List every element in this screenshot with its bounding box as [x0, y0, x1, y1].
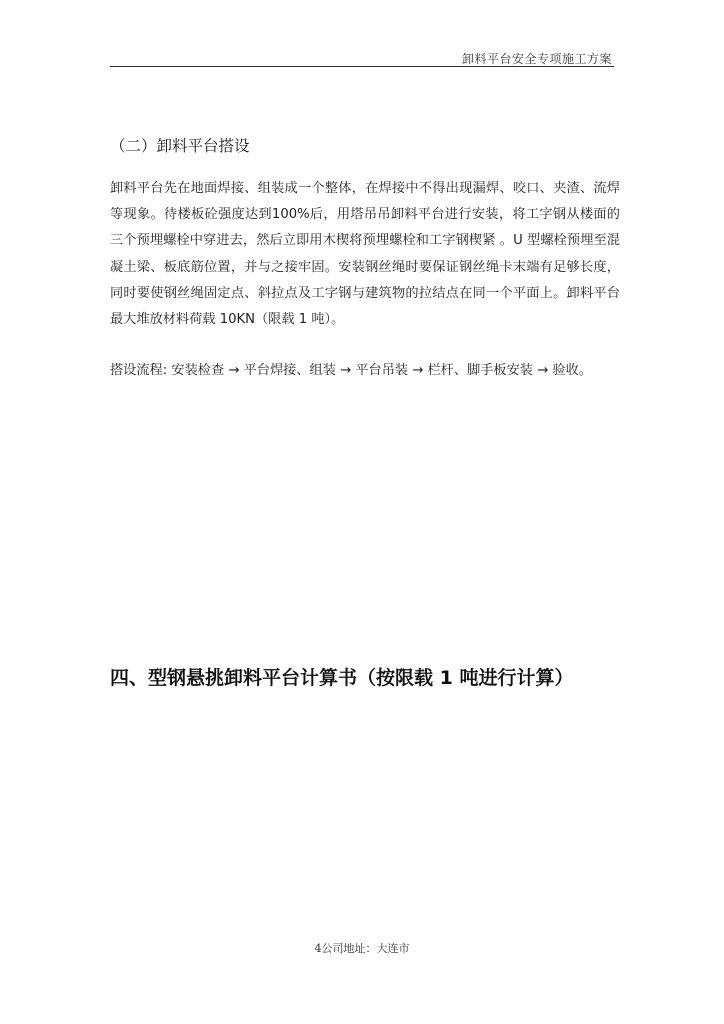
header-divider: [110, 66, 614, 67]
page-footer: 4公司地址：大连市: [314, 942, 410, 955]
body-paragraph: 卸料平台先在地面焊接、组装成一个整体，在焊接中不得出现漏焊、咬口、夹渣、流焊等现象。待楼板砼强度达到100%后，用塔吊吊卸料平台进行安装，将工字钢从楼面的三个预埋螺栓中穿进去，然后立即用木楔将预埋螺栓和工字钢楔紧 。U 型螺栓预埋至混凝土梁、板底筋位置，并与之接牢固。安装钢丝绳时要保证钢丝绳卡末端有足够长度，同时要使钢丝绳固定点、斜拉点及工字钢与建筑物的拉结点在同一个平面上。卸料平台最大堆放材料荷载 10KN（限载 1 吨）。: [110, 181, 620, 328]
section-heading: （二）卸料平台搭设: [110, 137, 250, 155]
running-header-title: 卸料平台安全专项施工方案: [461, 52, 612, 66]
chapter-heading: 四、型钢悬挑卸料平台计算书（按限载 1 吨进行计算）: [110, 667, 574, 689]
process-paragraph: 搭设流程: 安装检查 → 平台焊接、组装 → 平台吊装 → 栏杆、脚手板安装 → 验收。: [110, 363, 592, 378]
